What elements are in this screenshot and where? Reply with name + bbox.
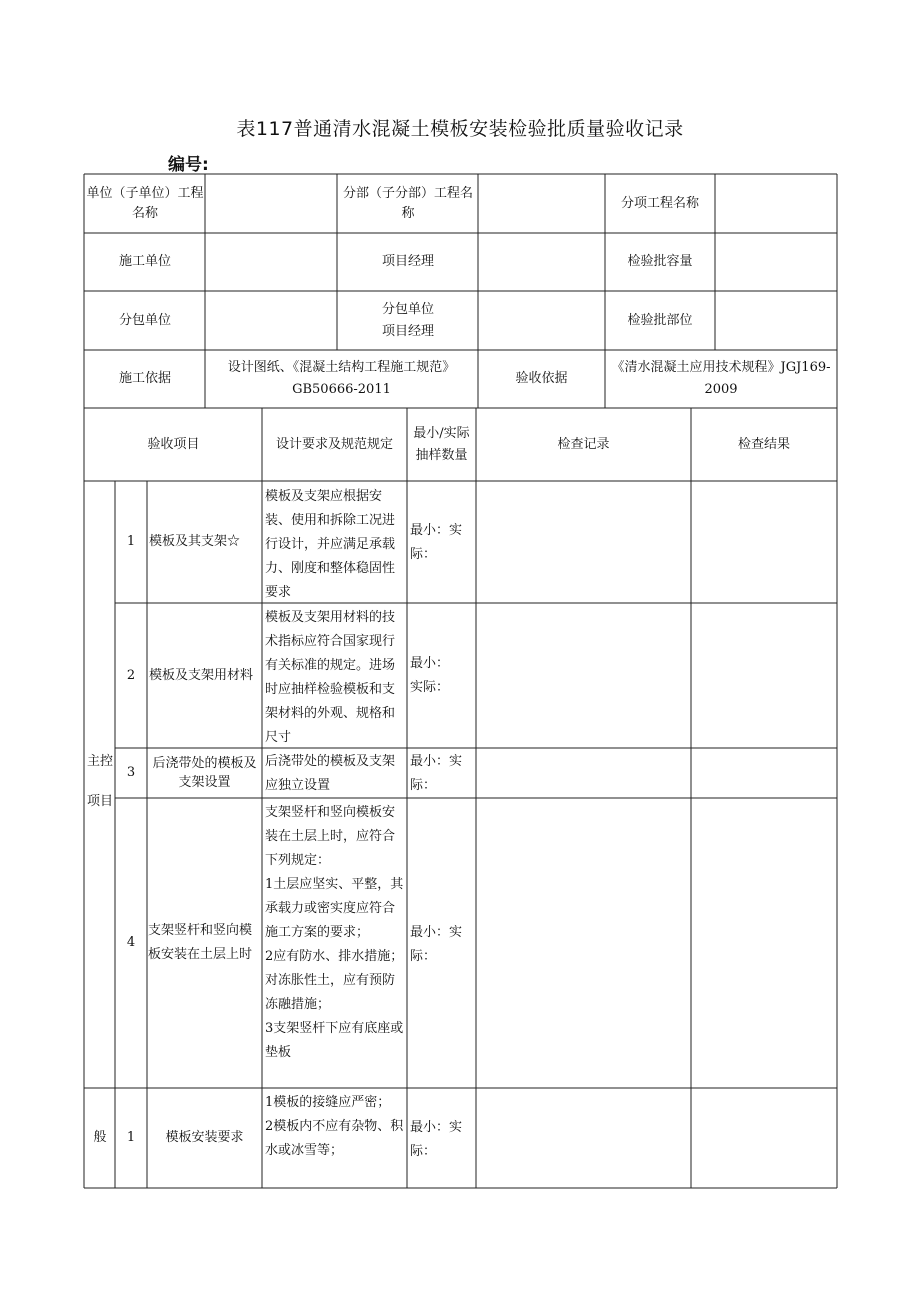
main-item-3-requirement: 后浇带处的模板及支架应独立设置 <box>265 754 396 793</box>
contractor-value-cell[interactable] <box>206 234 336 290</box>
main-item-1-record-cell[interactable] <box>477 482 690 602</box>
main-item-1-result-cell[interactable] <box>692 482 836 602</box>
batch-location-value-cell[interactable] <box>716 292 836 349</box>
col-header-result: 检查结果 <box>737 436 790 452</box>
main-item-1-requirement: 模板及支架应根据安装、使用和拆除工况进行设计，并应满足承载力、刚度和整体稳固性要求 <box>265 489 396 600</box>
main-item-4-no: 4 <box>126 935 136 950</box>
subcontractor-pm-value-cell[interactable] <box>479 292 604 349</box>
main-item-4-result-cell[interactable] <box>692 799 836 1087</box>
main-item-1-no: 1 <box>126 534 136 549</box>
acceptance-basis-value: 《清水混凝土应用技术规程》JGJ169- 2009 <box>611 360 831 397</box>
subcontractor-value-cell[interactable] <box>206 292 336 349</box>
general-item-1-sample: 最小：实际： <box>410 1120 463 1159</box>
main-item-3-result-cell[interactable] <box>692 749 836 797</box>
construction-basis-value: 设计图纸、《混凝土结构工程施工规范》 GB50666-2011 <box>227 360 456 397</box>
main-item-4-record-cell[interactable] <box>477 799 690 1087</box>
main-item-4-sample: 最小：实际： <box>410 925 463 964</box>
document-title: 表117普通清水混凝土模板安装检验批质量验收记录 <box>236 118 684 140</box>
project-manager-value-cell[interactable] <box>479 234 604 290</box>
main-item-2-record-cell[interactable] <box>477 604 690 747</box>
main-item-3-record-cell[interactable] <box>477 749 690 797</box>
group-main-control: 主控 项目 <box>86 754 113 809</box>
main-item-2-name: 模板及支架用材料 <box>149 667 254 683</box>
serial-number-label: 编号: <box>168 155 209 175</box>
col-header-sample: 最小/实际 抽样数量 <box>413 425 470 463</box>
main-item-3-sample: 最小：实际： <box>410 754 463 793</box>
general-item-1-no: 1 <box>126 1130 136 1145</box>
unit-name-value-cell[interactable] <box>206 176 336 232</box>
batch-capacity-value-cell[interactable] <box>716 234 836 290</box>
general-item-1-name: 模板安装要求 <box>165 1130 244 1145</box>
col-header-requirement: 设计要求及规范规定 <box>275 436 393 452</box>
acceptance-basis-label: 验收依据 <box>515 371 568 386</box>
main-item-3-no: 3 <box>126 765 136 780</box>
main-item-2-result-cell[interactable] <box>692 604 836 747</box>
subcontractor-label: 分包单位 <box>118 312 171 328</box>
subitem-name-label: 分项工程名称 <box>620 196 699 211</box>
general-item-1-requirement: 1模板的接缝应严密； 2模板内不应有杂物、积水或冰雪等； <box>265 1095 404 1158</box>
batch-location-label: 检验批部位 <box>627 312 693 328</box>
group-general: 般 <box>93 1130 107 1145</box>
main-item-2-no: 2 <box>126 667 136 683</box>
division-name-value-cell[interactable] <box>479 176 604 232</box>
main-item-4-name: 支架竖杆和竖向模板安装在土层上时 <box>148 923 253 962</box>
project-manager-label: 项目经理 <box>381 254 434 269</box>
division-name-label: 分部（子分部）工程名称 <box>342 186 473 221</box>
construction-basis-label: 施工依据 <box>118 371 171 386</box>
general-item-1-result-cell[interactable] <box>692 1089 836 1187</box>
unit-name-label: 单位（子单位）工程名称 <box>86 186 204 221</box>
main-item-1-name: 模板及其支架☆ <box>149 534 241 549</box>
general-item-1-record-cell[interactable] <box>477 1089 690 1187</box>
batch-capacity-label: 检验批容量 <box>627 254 693 269</box>
main-item-3-name: 后浇带处的模板及支架设置 <box>152 756 257 790</box>
subcontractor-pm-label: 分包单位 项目经理 <box>381 301 434 339</box>
col-header-record: 检查记录 <box>557 436 610 452</box>
main-item-4-requirement: 支架竖杆和竖向模板安装在土层上时，应符合下列规定： 1土层应坚实、平整，其承载力或密实度应符合施工方案的要求； 2应有防水、排水措施；对冻胀性土，应有预防冻融措施； 3支架竖杆下应有底座或垫板 <box>265 805 404 1060</box>
main-item-2-sample: 最小： 实际： <box>410 656 450 695</box>
subitem-name-value-cell[interactable] <box>716 176 836 232</box>
contractor-label: 施工单位 <box>118 254 171 269</box>
main-item-1-sample: 最小：实际： <box>410 523 463 562</box>
col-header-item: 验收项目 <box>147 436 200 452</box>
main-item-2-requirement: 模板及支架用材料的技术指标应符合国家现行有关标准的规定。进场时应抽样检验模板和支架材料的外观、规格和尺寸 <box>265 610 396 745</box>
